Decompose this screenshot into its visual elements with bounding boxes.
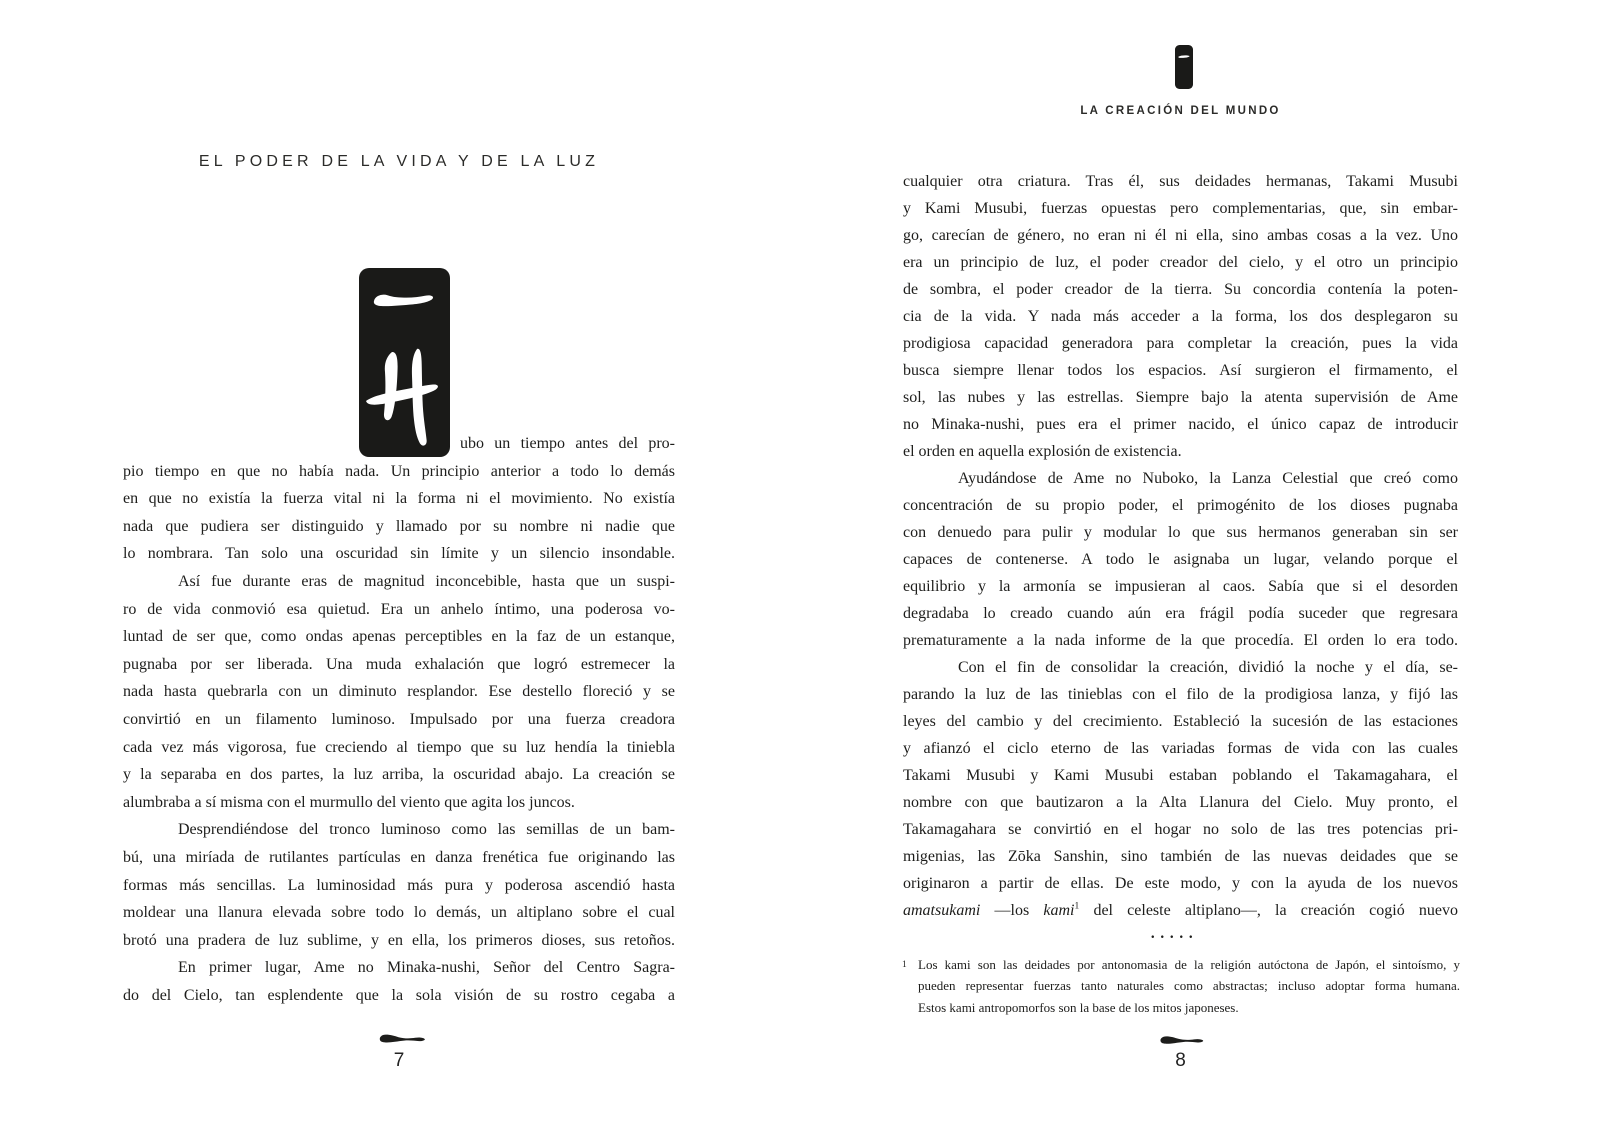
- text-line: Desprendiéndose del tronco luminoso como las semillas de un bam-: [178, 821, 675, 839]
- text-line: pio tiempo en que no había nada. Un principio anterior a todo lo demás: [123, 462, 675, 480]
- text-line: alumbraba a sí misma con el murmullo del viento que agita los juncos.: [123, 793, 575, 811]
- text-line: cualquier otra criatura. Tras él, sus deidades hermanas, Takami Musubi: [903, 173, 1458, 190]
- text-line: de sombra, el poder creador de la tierra. Su concordia contenía la poten-: [903, 281, 1458, 298]
- brush-kanji-H-icon: [359, 268, 450, 457]
- text-line: ubo un tiempo antes del pro-: [460, 435, 675, 452]
- text-line: lo nombrara. Tan solo una oscuridad sin límite y un silencio insondable.: [123, 545, 675, 563]
- text-line: go, carecían de género, no eran ni él ni ella, sino ambas cosas a la vez. Uno: [903, 227, 1458, 244]
- text-line: capaces de contenerse. A todo le asignaba un lugar, velando porque el: [903, 551, 1458, 568]
- text-line: amatsukami —los kami$^1$ del celeste altiplano—, la creación cogió nuevo: [903, 901, 1458, 919]
- page-number: 8: [1175, 1050, 1186, 1071]
- text-line: ro de vida conmovió esa quietud. Era un anhelo íntimo, una poderosa vo-: [123, 600, 675, 618]
- text-line: degradaba lo creado cuando aún era frágil podía suceder que regresara: [903, 605, 1458, 622]
- text-line: pueden representar fuerzas tanto naturales como abstractas; incluso adoptar forma humana.: [918, 978, 1460, 993]
- text-line: Ayudándose de Ame no Nuboko, la Lanza Celestial que creó como: [958, 470, 1458, 487]
- text-line: leyes del cambio y del crecimiento. Estableció la sucesión de las estaciones: [903, 713, 1458, 730]
- text-line: cia de la vida. Y nada más acceder a la forma, los dos desplegaron su: [903, 308, 1458, 325]
- text-line: Los kami son las deidades por antonomasia de la religión autóctona de Japón, el sintoísmo, y: [918, 956, 1460, 972]
- text-line: Takami Musubi y Kami Musubi estaban poblando el Takamagahara, el: [903, 767, 1458, 784]
- text-line: prematuramente a la nada informe de la que procedía. El orden lo era todo.: [903, 632, 1458, 649]
- text-line: no Minaka-nushi, pues era el primer nacido, el único capaz de introducir: [903, 416, 1458, 433]
- chapter-title: EL PODER DE LA VIDA Y DE LA LUZ: [198, 153, 600, 170]
- text-line: bú, una miríada de rutilantes partículas en danza frenética fue originando las: [123, 848, 675, 866]
- brush-stroke-ornament: [1157, 1033, 1207, 1046]
- text-line: cada vez más vigorosa, fue creciendo al tiempo que su luz hendía la tiniebla: [123, 738, 675, 756]
- text-line: Takamagahara se convirtió en el hogar no solo de las tres potencias pri-: [903, 821, 1458, 838]
- text-line: Estos kami antropomorfos son la base de los mitos japoneses.: [918, 999, 1239, 1015]
- footnote-separator-dots: •••••: [1150, 933, 1198, 943]
- text-line: y afianzó el ciclo eterno de las variadas formas de vida con las cuales: [903, 740, 1458, 757]
- text-line: prodigiosa capacidad generadora para completar la creación, pues la vida: [903, 335, 1458, 352]
- page-number: 7: [393, 1050, 405, 1071]
- text-line: nada que pudiera ser distinguido y llamado por su nombre ni nadie que: [123, 517, 675, 535]
- text-line: originaron a partir de ellas. De este modo, y con la ayuda de los nuevos: [903, 875, 1458, 892]
- text-line: nombre con que bautizaron a la Alta Llanura del Cielo. Muy pronto, el: [903, 794, 1458, 811]
- text-line: busca siempre llenar todos los espacios. Así surgieron el firmamento, el: [903, 362, 1458, 379]
- footnote: [888, 928, 1460, 1018]
- text-line: y la separaba en dos partes, la luz arriba, la oscuridad abajo. La creación se: [123, 766, 675, 784]
- text-line: migenias, las Zōka Sanshin, sino también de las nuevas deidades que se: [903, 848, 1458, 865]
- footnote-marker: 1: [902, 959, 907, 970]
- text-line: formas más sencillas. La luminosidad más pura y poderosa ascendió hasta: [123, 876, 675, 894]
- chapter-mark-icon: [1175, 45, 1193, 89]
- text-line: en que no existía la fuerza vital ni la forma ni el movimiento. No existía: [123, 490, 675, 508]
- text-line: moldear una llanura elevada sobre todo lo demás, un altiplano sobre el cual: [123, 904, 675, 922]
- body-text-right: [903, 168, 1458, 924]
- text-line: nada hasta quebrarla con un diminuto resplandor. Ese destello floreció y se: [123, 683, 675, 701]
- text-line: equilibrio y la armonía se impusieran al caos. Sabía que si el desorden: [903, 578, 1458, 595]
- text-line: y Kami Musubi, fuerzas opuestas pero complementarias, que, sin embar-: [903, 200, 1458, 217]
- text-line: concentración de su propio poder, el primogénito de los dioses pugnaba: [903, 497, 1458, 514]
- text-line: sol, las nubes y las estrellas. Siempre bajo la atenta supervisión de Ame: [903, 389, 1458, 406]
- text-line: pugnaba por ser liberada. Una muda exhalación que logró estremecer la: [123, 655, 675, 673]
- body-text-left: [123, 430, 675, 1009]
- text-line: era un principio de luz, el poder creador del cielo, y el otro un principio: [903, 254, 1458, 271]
- brush-stroke-ornament: [378, 1031, 427, 1045]
- text-line: brotó una pradera de luz sublime, y en ella, los primeros dioses, sus retoños.: [123, 931, 675, 949]
- text-line: parando la luz de las tinieblas con el filo de la prodigiosa lanza, y fijó las: [903, 686, 1458, 703]
- dropcap-block: [359, 268, 450, 457]
- text-line: Con el fin de consolidar la creación, dividió la noche y el día, se-: [958, 659, 1458, 676]
- text-line: con denuedo para pulir y modular lo que sus hermanos generaban sin ser: [903, 524, 1458, 541]
- text-line: do del Cielo, tan esplendente que la sola visión de su rostro cegaba a: [123, 986, 675, 1004]
- text-line: luntad de ser que, como ondas apenas perceptibles en la faz de un estanque,: [123, 628, 675, 646]
- text-line: convirtió en un filamento luminoso. Impulsado por una fuerza creadora: [123, 710, 675, 728]
- text-line: el orden en aquella explosión de existencia.: [903, 443, 1182, 460]
- footnote-text: [888, 954, 1460, 1019]
- text-line: Así fue durante eras de magnitud inconcebible, hasta que un suspi-: [178, 572, 675, 590]
- text-line: En primer lugar, Ame no Minaka-nushi, Señor del Centro Sagra-: [178, 959, 675, 977]
- running-title: LA CREACIÓN DEL MUNDO: [1080, 105, 1281, 117]
